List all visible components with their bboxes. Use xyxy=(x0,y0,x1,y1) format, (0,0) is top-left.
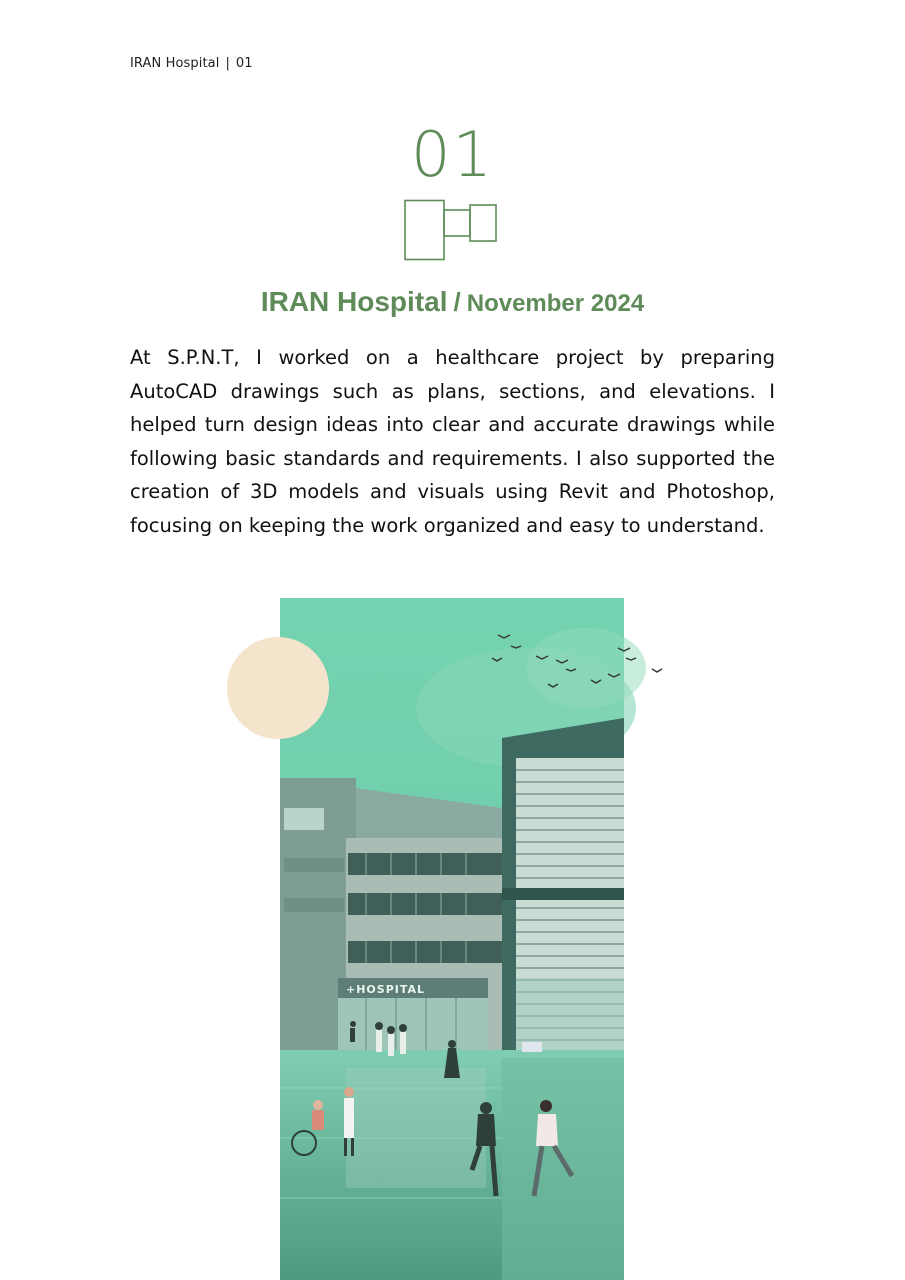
project-name: IRAN Hospital xyxy=(260,286,448,317)
hospital-sign: +HOSPITAL xyxy=(346,983,426,996)
linked-squares-icon xyxy=(404,199,500,263)
header-separator: | xyxy=(225,56,230,71)
project-date: November 2024 xyxy=(466,290,645,317)
title-slash: / xyxy=(453,287,461,317)
running-header xyxy=(130,56,253,71)
project-description: At S.P.N.T, I worked on a healthcare project by preparing AutoCAD drawings such as plans, sections, and elevations. I helped turn design ideas into clear and accurate drawings while following basic standards and requirements. I also supported the creation of 3D models and visuals using Revit and Photoshop, focusing on keeping the work organized and easy to understand. xyxy=(130,346,775,537)
header-project: IRAN Hospital xyxy=(130,56,220,71)
section-number: 01 xyxy=(411,118,494,191)
header-page-number: 01 xyxy=(235,56,253,71)
hospital-illustration xyxy=(226,598,671,1280)
project-title xyxy=(0,286,905,318)
sun-circle xyxy=(227,637,329,739)
